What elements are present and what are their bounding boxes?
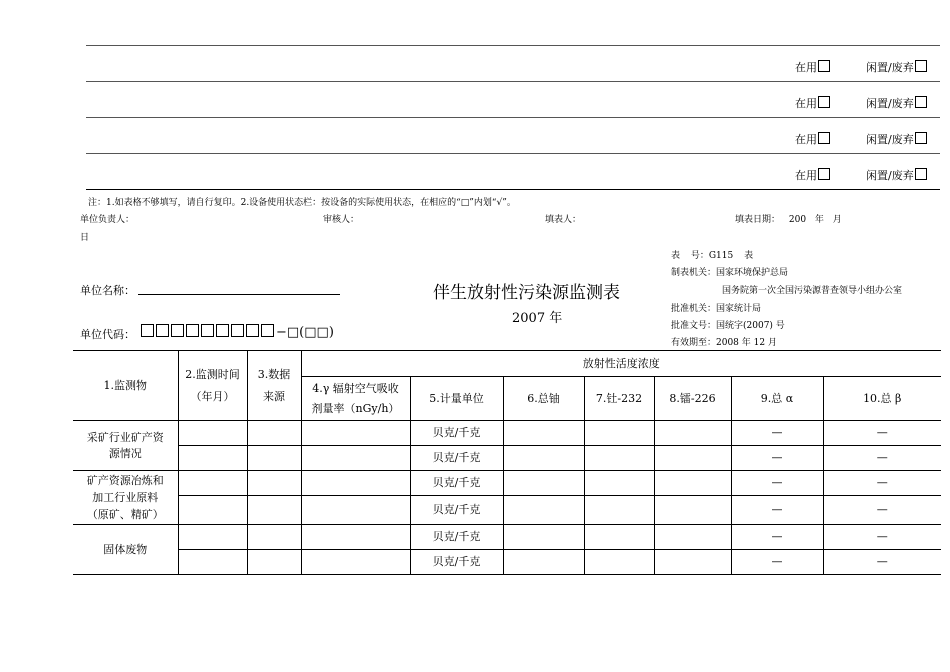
cell-thorium[interactable]: [584, 446, 654, 471]
cell-unit: 贝克/千克: [410, 471, 503, 496]
cell-alpha: —: [731, 496, 823, 525]
table-number: 表 号：G115 表: [671, 251, 754, 261]
header-radium-226: 8.镭-226: [654, 377, 731, 421]
header-total-uranium: 6.总铀: [503, 377, 584, 421]
header-data-source: 3.数据 来源: [247, 351, 301, 421]
status-in-use: 在用: [795, 95, 830, 111]
header-thorium-232: 7.钍-232: [584, 377, 654, 421]
cell-source[interactable]: [247, 550, 301, 575]
cell-unit: 贝克/千克: [410, 446, 503, 471]
header-total-beta: 10.总 β: [823, 377, 941, 421]
header-activity-concentration: 放射性活度浓度: [301, 351, 941, 377]
status-idle: 闲置/废弃: [866, 167, 927, 183]
cell-radium[interactable]: [654, 471, 731, 496]
cell-beta: —: [823, 496, 941, 525]
cell-unit: 贝克/千克: [410, 550, 503, 575]
cell-alpha: —: [731, 525, 823, 550]
cell-thorium[interactable]: [584, 550, 654, 575]
cell-uranium[interactable]: [503, 421, 584, 446]
group-solid-waste: 固体废物: [73, 525, 178, 575]
fill-date-day: 日: [80, 233, 90, 243]
checkbox[interactable]: [818, 168, 830, 180]
cell-radium[interactable]: [654, 496, 731, 525]
row-divider: [86, 45, 940, 46]
cell-beta: —: [823, 421, 941, 446]
cell-gamma[interactable]: [301, 446, 410, 471]
cell-beta: —: [823, 446, 941, 471]
cell-source[interactable]: [247, 446, 301, 471]
row-divider: [86, 153, 940, 154]
approval-doc: 批准文号：国统字(2007) 号: [671, 321, 785, 331]
cell-thorium[interactable]: [584, 421, 654, 446]
cell-source[interactable]: [247, 421, 301, 446]
row-divider: [86, 81, 940, 82]
fill-date-label: 填表日期： 200 年 月: [735, 215, 842, 225]
cell-source[interactable]: [247, 525, 301, 550]
reviewer-label: 审核人：: [323, 215, 360, 225]
year: 2007 年: [512, 311, 563, 326]
row-divider: [86, 189, 940, 190]
unit-head-label: 单位负责人：: [80, 215, 135, 225]
unit-name-field[interactable]: [138, 293, 340, 295]
header-total-alpha: 9.总 α: [731, 377, 823, 421]
checkbox[interactable]: [915, 168, 927, 180]
group-smelting: 矿产资源冶炼和 加工行业原料 （原矿、精矿）: [73, 471, 178, 525]
cell-uranium[interactable]: [503, 446, 584, 471]
cell-beta: —: [823, 550, 941, 575]
group-mining: 采矿行业矿产资 源情况: [73, 421, 178, 471]
cell-time[interactable]: [178, 550, 247, 575]
cell-time[interactable]: [178, 471, 247, 496]
status-idle: 闲置/废弃: [866, 131, 927, 147]
cell-time[interactable]: [178, 421, 247, 446]
checkbox[interactable]: [818, 96, 830, 108]
header-unit: 5.计量单位: [410, 377, 503, 421]
status-in-use: 在用: [795, 167, 830, 183]
checkbox[interactable]: [915, 132, 927, 144]
cell-gamma[interactable]: [301, 550, 410, 575]
cell-radium[interactable]: [654, 421, 731, 446]
cell-radium[interactable]: [654, 525, 731, 550]
cell-unit: 贝克/千克: [410, 421, 503, 446]
cell-time[interactable]: [178, 496, 247, 525]
cell-alpha: —: [731, 550, 823, 575]
cell-radium[interactable]: [654, 550, 731, 575]
cell-uranium[interactable]: [503, 525, 584, 550]
cell-unit: 贝克/千克: [410, 525, 503, 550]
cell-source[interactable]: [247, 496, 301, 525]
cell-beta: —: [823, 525, 941, 550]
cell-radium[interactable]: [654, 446, 731, 471]
cell-uranium[interactable]: [503, 471, 584, 496]
issuer: 制表机关：国家环境保护总局: [671, 268, 789, 278]
cell-source[interactable]: [247, 471, 301, 496]
checkbox[interactable]: [915, 60, 927, 72]
valid-until: 有效期至：2008 年 12 月: [671, 338, 777, 348]
cell-thorium[interactable]: [584, 525, 654, 550]
status-in-use: 在用: [795, 59, 830, 75]
cell-gamma[interactable]: [301, 496, 410, 525]
cell-time[interactable]: [178, 446, 247, 471]
page-title: 伴生放射性污染源监测表: [433, 283, 620, 303]
cell-uranium[interactable]: [503, 550, 584, 575]
unit-code-suffix: −□(□□): [276, 325, 334, 340]
header-gamma-dose: 4.γ 辐射空气吸收 剂量率（nGy/h）: [301, 377, 410, 421]
row-divider: [86, 117, 940, 118]
unit-code-label: 单位代码：: [80, 328, 135, 341]
header-monitoring-time: 2.监测时间 （年月）: [178, 351, 247, 421]
cell-unit: 贝克/千克: [410, 496, 503, 525]
preparer-label: 填表人：: [545, 215, 582, 225]
approver: 批准机关：国家统计局: [671, 304, 762, 314]
cell-time[interactable]: [178, 525, 247, 550]
unit-name-label: 单位名称：: [80, 284, 135, 297]
cell-gamma[interactable]: [301, 471, 410, 496]
issuer-2: 国务院第一次全国污染源普查领导小组办公室: [722, 286, 903, 296]
checkbox[interactable]: [818, 60, 830, 72]
cell-gamma[interactable]: [301, 525, 410, 550]
status-idle: 闲置/废弃: [866, 59, 927, 75]
header-monitored-item: 1.监测物: [73, 351, 178, 421]
cell-thorium[interactable]: [584, 496, 654, 525]
cell-alpha: —: [731, 471, 823, 496]
checkbox[interactable]: [818, 132, 830, 144]
cell-alpha: —: [731, 421, 823, 446]
cell-thorium[interactable]: [584, 471, 654, 496]
cell-beta: —: [823, 471, 941, 496]
footnote: 注：1.如表格不够填写，请自行复印。2.设备使用状态栏：按设备的实际使用状态，在相应的“□”内划“√”。: [88, 198, 516, 208]
monitoring-table: [73, 350, 941, 575]
cell-alpha: —: [731, 446, 823, 471]
checkbox[interactable]: [915, 96, 927, 108]
status-in-use: 在用: [795, 131, 830, 147]
status-idle: 闲置/废弃: [866, 95, 927, 111]
cell-gamma[interactable]: [301, 421, 410, 446]
unit-code-field[interactable]: [141, 324, 334, 340]
cell-uranium[interactable]: [503, 496, 584, 525]
